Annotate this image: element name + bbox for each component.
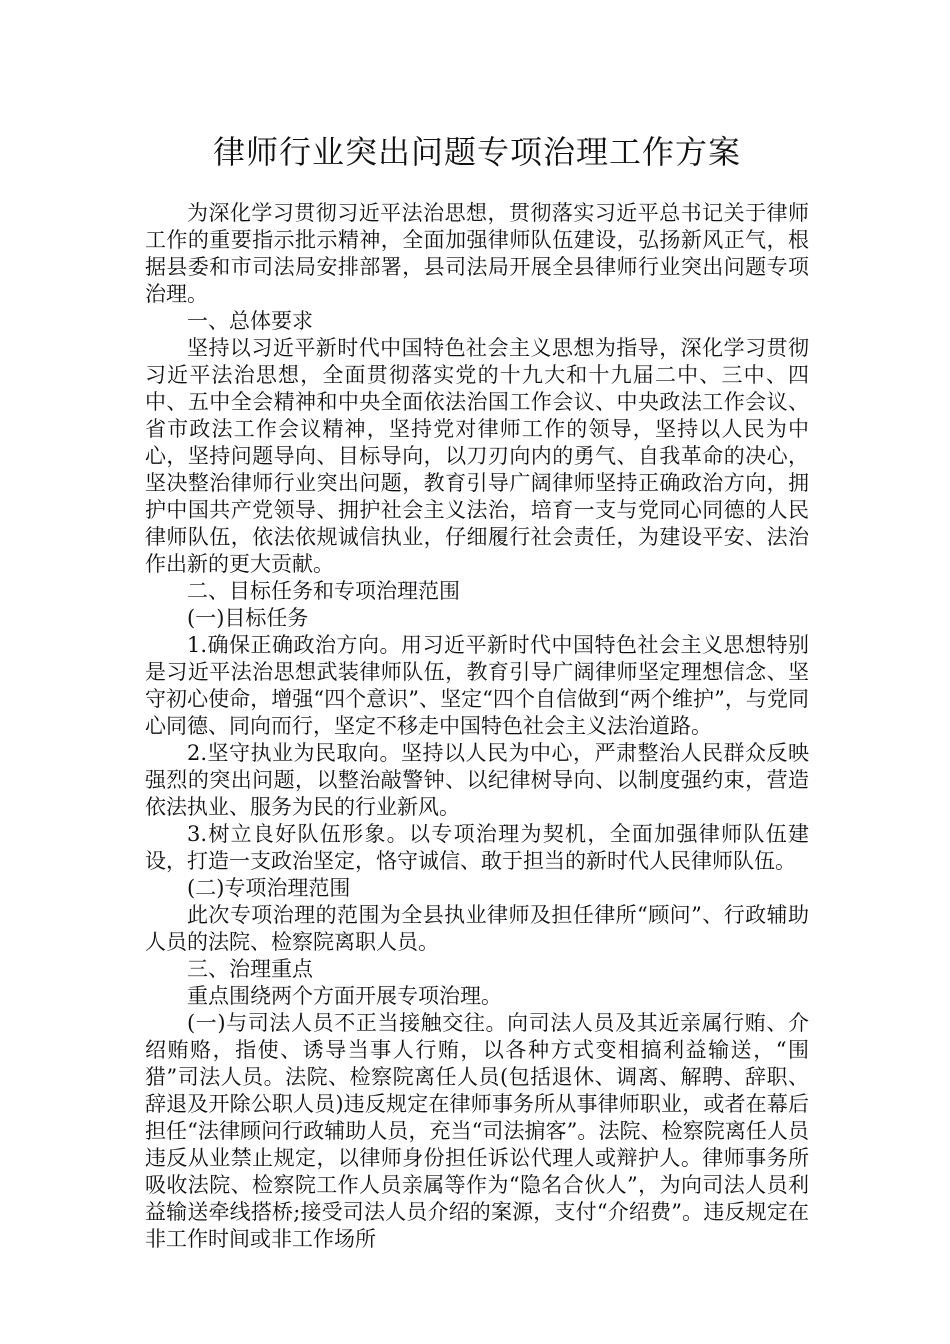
subsection-heading-scope: (二)专项治理范围 [187, 876, 351, 900]
body-paragraph: 坚持以习近平新时代中国特色社会主义思想为指导，深化学习贯彻习近平法治思想，全面贯彻落实党的十九大和十九届二中、三中、四中、五中全会精神和中央全面依法治国工作会议、中央政法工作会议、省市政法工作会议精神，坚持党对律师工作的领导，坚持以人民为中心，坚持问题导向、目标导向，以刀刃向内的勇气、自我革命的决心，坚决整治律师行业突出问题，教育引导广阔律师坚持正确政治方向，拥护中国共产党领导、拥护社会主义法治，培育一支与党同心同德的人民律师队伍，依法依规诚信执业，仔细履行社会责任，为建设平安、法治作出新的更大贡献。 [145, 336, 809, 576]
list-item-paragraph: 3.树立良好队伍形象。以专项治理为契机，全面加强律师队伍建设，打造一支政治坚定，恪守诚信、敢于担当的新时代人民律师队伍。 [145, 822, 809, 873]
body-paragraph: 此次专项治理的范围为全县执业律师及担任律所“顾问”、行政辅助人员的法院、检察院离职人员。 [145, 903, 809, 954]
body-paragraph: 重点围绕两个方面开展专项治理。 [187, 984, 502, 1008]
section-heading-key-points: 三、治理重点 [187, 957, 313, 981]
section-heading-goals-and-scope: 二、目标任务和专项治理范围 [187, 579, 460, 603]
list-item-paragraph: 2.坚守执业为民取向。坚持以人民为中心，严肃整治人民群众反映强烈的突出问题，以整治敲警钟、以纪律树导向、以制度强约束，营造依法执业、服务为民的行业新风。 [145, 741, 809, 819]
list-item-paragraph: 1.确保正确政治方向。用习近平新时代中国特色社会主义思想特别是习近平法治思想武装律师队伍，教育引导广阔律师坚定理想信念、坚守初心使命，增强“四个意识”、坚定“四个自信做到“两个维护”，与党同心同德、同向而行，坚定不移走中国特色社会主义法治道路。 [145, 633, 809, 738]
subsection-heading-goals: (一)目标任务 [187, 606, 309, 630]
document-body [145, 200, 809, 1253]
document-page [145, 126, 809, 1253]
body-paragraph: (一)与司法人员不正当接触交往。向司法人员及其近亲属行贿、介绍贿赂，指使、诱导当事人行贿，以各种方式变相搞利益输送，“围猎”司法人员。法院、检察院离任人员(包括退休、调离、解聘、辞职、辞退及开除公职人员)违反规定在律师事务所从事律师职业，或者在幕后担任“法律顾问行政辅助人员，充当“司法掮客”。法院、检察院离任人员违反从业禁止规定，以律师身份担任诉讼代理人或辩护人。律师事务所吸收法院、检察院工作人员亲属等作为“隐名合伙人”，为向司法人员利益输送牵线搭桥;接受司法人员介绍的案源，支付“介绍费”。违反规定在非工作时间或非工作场所 [145, 1011, 809, 1251]
intro-paragraph: 为深化学习贯彻习近平法治思想，贯彻落实习近平总书记关于律师工作的重要指示批示精神，全面加强律师队伍建设，弘扬新风正气，根据县委和市司法局安排部署，县司法局开展全县律师行业突出问题专项治理。 [145, 201, 809, 306]
document-title: 律师行业突出问题专项治理工作方案 [212, 133, 741, 171]
section-heading-general-requirements: 一、总体要求 [187, 309, 313, 333]
